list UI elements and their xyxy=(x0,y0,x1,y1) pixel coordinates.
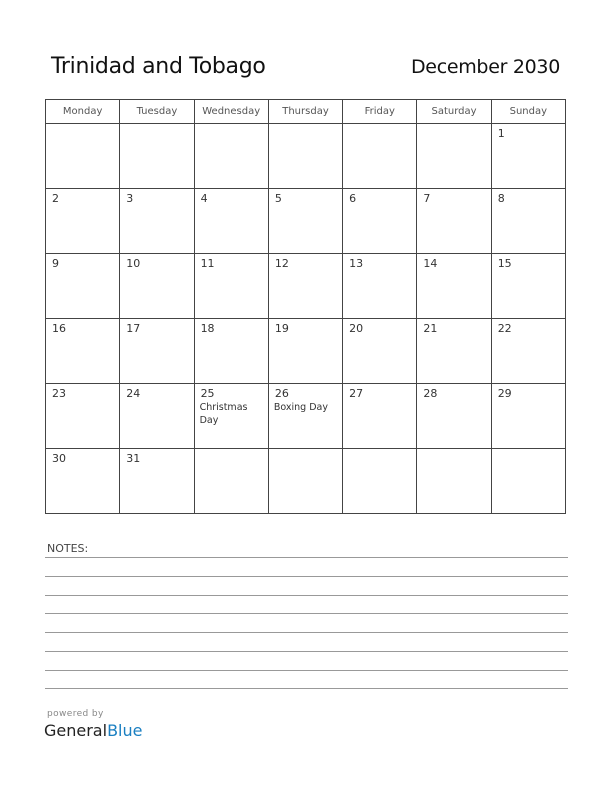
day-cell xyxy=(491,124,565,189)
day-cell xyxy=(343,384,417,449)
note-line xyxy=(45,576,568,577)
day-number: 27 xyxy=(349,387,364,400)
day-number xyxy=(269,124,342,127)
weekday-header-row xyxy=(46,100,566,124)
day-number: 18 xyxy=(200,322,215,335)
note-line xyxy=(45,670,568,671)
day-cell xyxy=(268,189,342,254)
day-cell xyxy=(46,124,120,189)
day-cell xyxy=(268,254,342,319)
day-number: 7 xyxy=(423,192,431,205)
page-title: Trinidad and Tobago xyxy=(51,54,266,79)
day-number: 19 xyxy=(274,322,289,335)
day-number: 12 xyxy=(274,257,289,270)
note-line xyxy=(45,613,568,614)
day-cell xyxy=(417,189,491,254)
powered-by-text: powered by xyxy=(47,709,104,719)
day-number: 8 xyxy=(497,192,505,205)
day-number: 29 xyxy=(497,387,512,400)
day-number: 28 xyxy=(423,387,438,400)
notes-label: NOTES: xyxy=(47,542,89,555)
day-cell xyxy=(343,449,417,514)
day-number: 20 xyxy=(349,322,364,335)
note-line xyxy=(45,557,568,558)
day-number: 1 xyxy=(497,127,505,140)
day-cell xyxy=(343,124,417,189)
day-cell xyxy=(417,254,491,319)
brand-general: General xyxy=(44,721,108,740)
day-cell xyxy=(491,254,565,319)
calendar-grid xyxy=(45,99,566,514)
day-cell xyxy=(194,189,268,254)
day-number: 9 xyxy=(52,257,59,270)
week-row xyxy=(46,384,566,449)
day-cell xyxy=(120,319,194,384)
month-title: December 2030 xyxy=(410,56,560,78)
day-number: 22 xyxy=(497,322,512,335)
day-number: 23 xyxy=(52,387,66,400)
day-number xyxy=(195,124,268,127)
day-cell xyxy=(268,449,342,514)
day-number: 2 xyxy=(52,192,59,205)
brand-logo xyxy=(44,721,142,740)
day-number: 15 xyxy=(497,257,512,270)
day-cell xyxy=(343,254,417,319)
week-row xyxy=(46,449,566,514)
day-number xyxy=(492,449,565,452)
day-number xyxy=(46,124,119,127)
week-row xyxy=(46,319,566,384)
day-number xyxy=(343,124,416,127)
note-line xyxy=(45,651,568,652)
day-number: 25 xyxy=(200,387,215,400)
day-cell xyxy=(46,319,120,384)
calendar-body xyxy=(46,124,566,514)
day-cell xyxy=(268,124,342,189)
day-number: 6 xyxy=(349,192,357,205)
note-line xyxy=(45,632,568,633)
holiday-label: Boxing Day xyxy=(273,402,328,413)
day-cell xyxy=(194,449,268,514)
day-number: 11 xyxy=(200,257,215,270)
day-cell xyxy=(417,319,491,384)
day-number: 16 xyxy=(52,322,66,335)
weekday-header: Thursday xyxy=(268,100,342,124)
day-number: 21 xyxy=(423,322,438,335)
holiday-label: Christmas Day xyxy=(199,402,248,426)
day-cell xyxy=(268,384,342,449)
day-cell xyxy=(46,254,120,319)
week-row xyxy=(46,254,566,319)
note-line xyxy=(45,595,568,596)
weekday-header: Saturday xyxy=(417,100,491,124)
day-cell xyxy=(120,124,194,189)
day-cell xyxy=(491,384,565,449)
day-number: 24 xyxy=(126,387,141,400)
day-cell xyxy=(417,124,491,189)
day-number: 17 xyxy=(126,322,141,335)
day-cell xyxy=(46,449,120,514)
weekday-header: Wednesday xyxy=(194,100,268,124)
week-row xyxy=(46,189,566,254)
day-cell xyxy=(120,384,194,449)
day-cell xyxy=(491,319,565,384)
day-cell xyxy=(194,384,268,449)
day-cell xyxy=(194,319,268,384)
week-row xyxy=(46,124,566,189)
weekday-header: Tuesday xyxy=(120,100,194,124)
day-number: 26 xyxy=(274,387,289,400)
day-cell xyxy=(268,319,342,384)
weekday-header: Sunday xyxy=(491,100,565,124)
day-cell xyxy=(491,449,565,514)
day-number: 31 xyxy=(126,452,141,465)
day-number xyxy=(343,449,416,452)
note-line xyxy=(45,688,568,689)
day-cell xyxy=(194,254,268,319)
day-cell xyxy=(491,189,565,254)
day-cell xyxy=(194,124,268,189)
day-number xyxy=(120,124,193,127)
day-cell xyxy=(46,384,120,449)
day-number: 5 xyxy=(274,192,282,205)
day-cell xyxy=(120,189,194,254)
weekday-header: Friday xyxy=(343,100,417,124)
day-number: 14 xyxy=(423,257,438,270)
day-cell xyxy=(120,254,194,319)
day-number: 4 xyxy=(200,192,208,205)
day-number xyxy=(195,449,268,452)
day-number: 13 xyxy=(349,257,364,270)
day-cell xyxy=(417,449,491,514)
day-cell xyxy=(343,319,417,384)
day-number xyxy=(417,449,490,452)
weekday-header: Monday xyxy=(46,100,120,124)
day-cell xyxy=(343,189,417,254)
day-number: 10 xyxy=(126,257,141,270)
day-cell xyxy=(417,384,491,449)
day-number xyxy=(269,449,342,452)
day-number: 3 xyxy=(126,192,134,205)
day-number: 30 xyxy=(52,452,66,465)
day-number xyxy=(417,124,490,127)
day-cell xyxy=(46,189,120,254)
brand-blue: Blue xyxy=(107,721,143,740)
day-cell xyxy=(120,449,194,514)
